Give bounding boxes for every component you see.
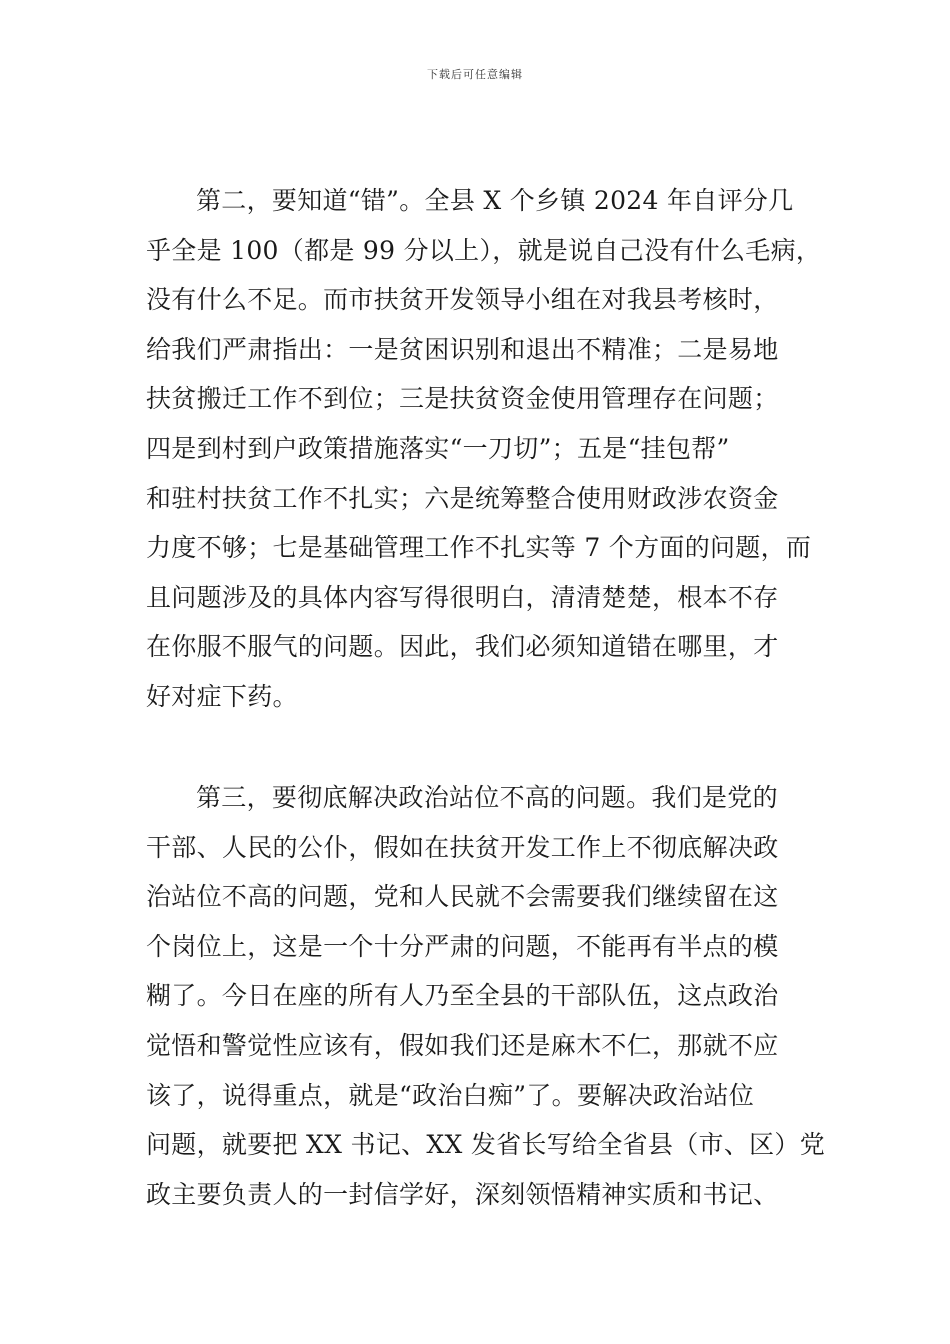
paragraph-line: 且问题涉及的具体内容写得很明白，清清楚楚，根本不存 — [146, 582, 779, 612]
paragraph-line: 四是到村到户政策措施落实“一刀切”；五是“挂包帮” — [146, 433, 730, 463]
paragraph-second-point — [146, 176, 822, 722]
paragraph-line: 好对症下药。 — [146, 681, 298, 711]
paragraph-line: 和驻村扶贫工作不扎实；六是统筹整合使用财政涉农资金 — [146, 483, 779, 513]
paragraph-line: 给我们严肃指出：一是贫困识别和退出不精准；二是易地 — [146, 334, 779, 364]
paragraph-line: 在你服不服气的问题。因此，我们必须知道错在哪里，才 — [146, 632, 779, 662]
paragraph-line: 力度不够；七是基础管理工作不扎实等 7 个方面的问题，而 — [146, 533, 812, 563]
page-header-note: 下载后可任意编辑 — [427, 68, 523, 81]
paragraph-line: 乎全是 100（都是 99 分以上），就是说自己没有什么毛病， — [146, 235, 822, 265]
paragraph-line: 第二，要知道“错”。全县 X 个乡镇 2024 年自评分几 — [196, 186, 794, 215]
paragraph-line: 政主要负责人的一封信学好，深刻领悟精神实质和书记、 — [146, 1179, 779, 1209]
paragraph-line: 第三，要彻底解决政治站位不高的问题。我们是党的 — [196, 783, 778, 812]
paragraph-line: 没有什么不足。而市扶贫开发领导小组在对我县考核时， — [146, 285, 779, 315]
paragraph-line: 觉悟和警觉性应该有，假如我们还是麻木不仁，那就不应 — [146, 1030, 779, 1060]
paragraph-line: 问题，就要把 XX 书记、XX 发省长写给全省县（市、区）党 — [146, 1130, 826, 1160]
paragraph-line: 该了，说得重点，就是“政治白痴”了。要解决政治站位 — [146, 1080, 755, 1110]
paragraph-line: 治站位不高的问题，党和人民就不会需要我们继续留在这 — [146, 882, 779, 912]
paragraph-line: 扶贫搬迁工作不到位；三是扶贫资金使用管理存在问题； — [146, 384, 779, 414]
paragraph-line: 干部、人民的公仆，假如在扶贫开发工作上不彻底解决政 — [146, 832, 779, 862]
paragraph-third-point — [146, 773, 826, 1219]
paragraph-line: 糊了。今日在座的所有人乃至全县的干部队伍，这点政治 — [146, 981, 779, 1011]
paragraph-line: 个岗位上，这是一个十分严肃的问题，不能再有半点的模 — [146, 931, 779, 961]
